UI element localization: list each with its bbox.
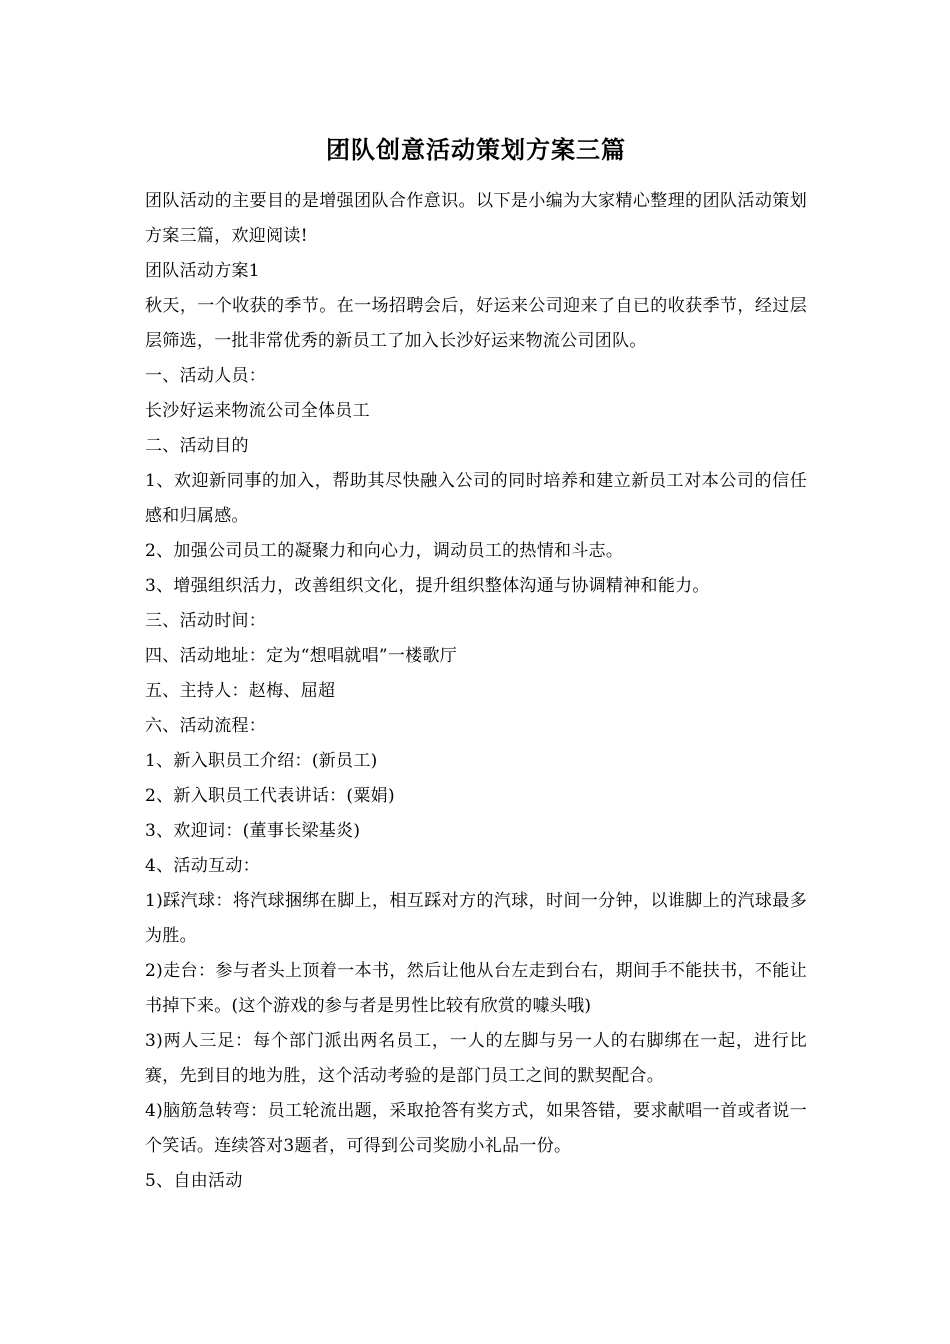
heading-participants: 一、活动人员： [145, 366, 267, 386]
game-catwalk: 2)走台：参与者头上顶着一本书，然后让他从台左走到台右，期间手不能扶书，不能让书掉下来。(这个游戏的参与者是男性比较有欣赏的噱头哦) [145, 961, 807, 1016]
document-page [145, 126, 807, 1199]
section-heading-plan-1: 团队活动方案1 [145, 261, 260, 281]
process-item-5: 5、自由活动 [145, 1171, 243, 1191]
background-paragraph: 秋天，一个收获的季节。在一场招聘会后，好运来公司迎来了自已的收获季节，经过层层筛选，一批非常优秀的新员工了加入长沙好运来物流公司团队。 [145, 296, 807, 351]
game-brain-teaser: 4)脑筋急转弯：员工轮流出题，采取抢答有奖方式，如果答错，要求献唱一首或者说一个笑话。连续答对3题者，可得到公司奖励小礼品一份。 [145, 1101, 807, 1156]
participants-text: 长沙好运来物流公司全体员工 [145, 401, 370, 421]
intro-paragraph: 团队活动的主要目的是增强团队合作意识。以下是小编为大家精心整理的团队活动策划方案三篇，欢迎阅读! [145, 191, 807, 246]
process-item-2: 2、新入职员工代表讲话：(粟娟) [145, 786, 395, 806]
process-item-3: 3、欢迎词：(董事长梁基炎) [145, 821, 361, 841]
document-title: 团队创意活动策划方案三篇 [326, 135, 626, 164]
heading-time: 三、活动时间： [145, 611, 267, 631]
process-item-1: 1、新入职员工介绍：(新员工) [145, 751, 378, 771]
game-balloon: 1)踩汽球：将汽球捆绑在脚上，相互踩对方的汽球，时间一分钟，以谁脚上的汽球最多为胜。 [145, 891, 807, 946]
game-three-legged: 3)两人三足：每个部门派出两名员工，一人的左脚与另一人的右脚绑在一起，进行比赛，先到目的地为胜，这个活动考验的是部门员工之间的默契配合。 [145, 1031, 807, 1086]
heading-location: 四、活动地址：定为“想唱就唱”一楼歌厅 [145, 646, 458, 666]
heading-process: 六、活动流程： [145, 716, 267, 736]
heading-purpose: 二、活动目的 [145, 436, 249, 456]
process-item-4: 4、活动互动： [145, 856, 260, 876]
purpose-item-2: 2、加强公司员工的凝聚力和向心力，调动员工的热情和斗志。 [145, 541, 624, 561]
purpose-item-3: 3、增强组织活力，改善组织文化，提升组织整体沟通与协调精神和能力。 [145, 576, 710, 596]
heading-hosts: 五、主持人：赵梅、屈超 [145, 681, 336, 701]
purpose-item-1: 1、欢迎新同事的加入，帮助其尽快融入公司的同时培养和建立新员工对本公司的信任感和归属感。 [145, 471, 807, 526]
